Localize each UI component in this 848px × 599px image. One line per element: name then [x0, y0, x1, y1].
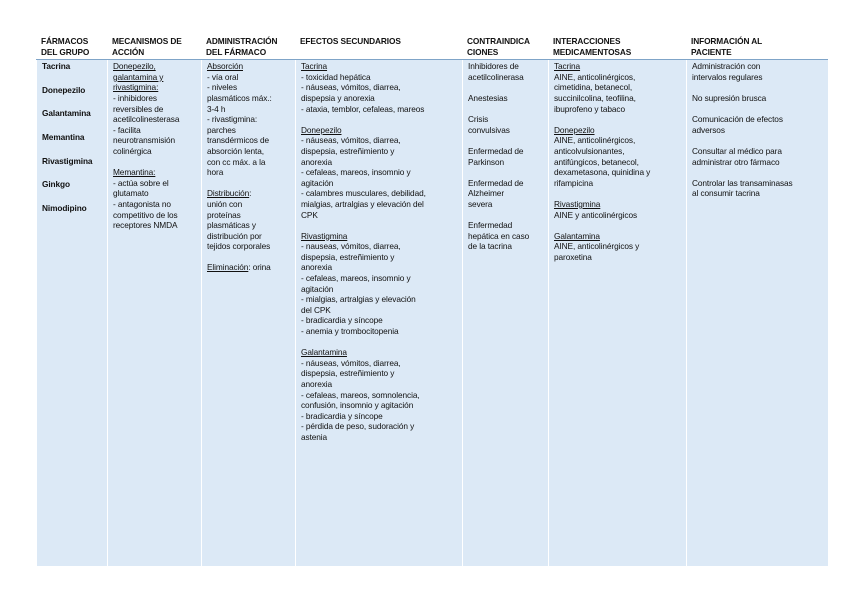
text-line: - ataxia, temblor, cefaleas, mareos: [301, 103, 425, 114]
text-line: - rivastigmina:: [207, 114, 258, 125]
text-line: plasmáticas y: [207, 220, 256, 231]
text-line: Administración con: [692, 61, 761, 72]
text-line: hepática en caso: [468, 230, 530, 241]
text-line: - vía oral: [207, 71, 239, 82]
text-line: anorexia: [301, 262, 333, 273]
text-line: anorexia: [301, 379, 333, 389]
text-line: - actúa sobre el: [113, 177, 169, 188]
text-line: - cefaleas, mareos, insomnio y: [301, 273, 411, 284]
cell-administracion: [201, 60, 295, 566]
section-title: Donepezilo: [301, 124, 342, 135]
text-line: tejidos corporales: [207, 241, 271, 252]
header-line: ACCIÓN: [112, 46, 145, 57]
text-line: Inhibidores de: [468, 61, 519, 72]
header-interacciones: [548, 36, 686, 60]
text-line: Anestesias: [468, 92, 508, 103]
text-line: AINE y anticolinérgicos: [554, 209, 638, 220]
drug-name: Memantina: [42, 131, 85, 142]
text-line: - náuseas, vómitos, diarrea,: [301, 357, 401, 368]
text-line: unión con: [207, 198, 243, 209]
text-line: acetilcolinesterasa: [113, 114, 180, 125]
section-title: Rivastigmina: [301, 230, 348, 241]
text-line: agitación: [301, 283, 334, 294]
drug-name: Galantamina: [42, 108, 91, 119]
section-title: Eliminación: [207, 262, 249, 273]
section-title: Absorción: [207, 61, 243, 72]
drug-table: [36, 36, 828, 566]
cell-interacciones: [548, 60, 686, 566]
header-line: PACIENTE: [691, 46, 732, 57]
text-line: Enfermedad de: [468, 145, 524, 156]
text-line: dispepsia y anorexia: [301, 92, 375, 103]
text-line: AINE, anticolinérgicos y: [554, 241, 640, 252]
drug-name: Nimodipino: [42, 202, 87, 213]
text-line: 3-4 h: [207, 103, 226, 114]
text-line: - inhibidores: [113, 92, 157, 103]
text-line: anorexia: [301, 156, 333, 167]
text-line: Consultar al médico para: [692, 145, 782, 156]
text-line: CPK: [301, 209, 318, 220]
header-line: DEL GRUPO: [41, 46, 90, 57]
header-line: CIONES: [467, 46, 499, 57]
text-line: - facilita: [113, 124, 141, 135]
text-line: - anemia y trombocitopenia: [301, 326, 399, 337]
header-line: DEL FÁRMACO: [206, 46, 267, 57]
drug-name: Donepezilo: [42, 84, 86, 95]
text-line: cimetidina, betanecol,: [554, 82, 633, 93]
title-suffix: : orina: [248, 262, 271, 273]
text-line: transdérmicos de: [207, 135, 270, 146]
text-line: mialgias, artralgias y elevación del: [301, 198, 424, 209]
text-line: reversibles de: [113, 103, 164, 114]
header-line: EFECTOS SECUNDARIOS: [300, 36, 401, 46]
cell-mecanismos: [107, 60, 201, 566]
section-title: Distribución: [207, 188, 250, 199]
text-line: AINE, anticolinérgicos,: [554, 135, 636, 146]
text-line: - antagonista no: [113, 198, 171, 209]
text-line: parches: [207, 124, 236, 135]
text-line: - náuseas, vómitos, diarrea,: [301, 135, 401, 146]
text-line: - cefaleas, mareos, insomnio y: [301, 167, 411, 178]
cell-farmacos: [36, 60, 107, 566]
distribucion-heading: [207, 188, 292, 199]
text-line: - bradicardia y síncope: [301, 410, 383, 421]
header-line: MEDICAMENTOSAS: [553, 46, 632, 57]
header-informacion: [686, 36, 828, 60]
text-line: rifampicina: [554, 177, 594, 188]
text-line: astenia: [301, 431, 328, 442]
text-line: dispepsia, estreñimiento y: [301, 145, 395, 156]
header-administracion: [201, 36, 295, 60]
text-line: Enfermedad: [468, 220, 513, 231]
text-line: distribución por: [207, 230, 262, 241]
text-line: proteínas: [207, 209, 241, 220]
header-contraindicaciones: [462, 36, 548, 60]
header-line: FÁRMACOS: [41, 36, 89, 46]
header-line: INFORMACIÓN AL: [691, 36, 763, 46]
text-line: - niveles: [207, 82, 237, 93]
text-line: dispepsia, estreñimiento y: [301, 368, 395, 379]
header-line: MECANISMOS DE: [112, 36, 182, 46]
section-title: Tacrina: [301, 61, 328, 72]
text-line: convulsivas: [468, 124, 510, 135]
header-mecanismos: [107, 36, 201, 60]
text-line: administrar otro fármaco: [692, 156, 780, 167]
section-title: Donepezilo: [554, 124, 595, 135]
text-line: Parkinson: [468, 156, 504, 167]
text-line: No supresión brusca: [692, 92, 767, 103]
text-line: absorción lenta,: [207, 145, 264, 156]
text-line: antifúngicos, betanecol,: [554, 156, 639, 167]
cell-efectos: [295, 60, 462, 566]
section-title: Galantamina: [301, 347, 347, 358]
text-line: - toxicidad hepática: [301, 71, 371, 82]
text-line: AINE, anticolinérgicos,: [554, 71, 636, 82]
text-line: del CPK: [301, 304, 331, 315]
section-title: Rivastigmina: [554, 198, 601, 209]
text-line: - pérdida de peso, sudoración y: [301, 421, 415, 432]
text-line: agitación: [301, 177, 334, 188]
text-line: dexametasona, quinidina y: [554, 167, 651, 178]
text-line: con cc máx. a la: [207, 156, 266, 167]
text-line: intervalos regulares: [692, 71, 763, 82]
text-line: competitivo de los: [113, 209, 178, 220]
text-line: Enfermedad de: [468, 177, 524, 188]
text-line: plasmáticos máx.:: [207, 92, 272, 103]
text-line: Controlar las transaminasas: [692, 177, 793, 188]
text-line: - nauseas, vómitos, diarrea,: [301, 241, 401, 252]
text-line: hora: [207, 167, 224, 178]
text-line: - bradicardia y síncope: [301, 315, 383, 326]
title-suffix: :: [249, 188, 252, 199]
cell-informacion: [686, 60, 828, 566]
section-title: Memantina:: [113, 167, 156, 178]
drug-name: Rivastigmina: [42, 155, 93, 166]
text-line: paroxetina: [554, 251, 592, 262]
text-line: de la tacrina: [468, 241, 512, 252]
text-line: succinilcolina, teofilina,: [554, 92, 636, 103]
header-farmacos: [36, 36, 107, 60]
header-line: CONTRAINDICA: [467, 36, 530, 46]
drug-name: Ginkgo: [42, 179, 70, 190]
text-line: receptores NMDA: [113, 220, 178, 231]
text-line: glutamato: [113, 188, 149, 199]
section-title: Galantamina: [554, 230, 600, 241]
eliminacion-heading: [207, 262, 292, 273]
text-line: - cefaleas, mareos, somnolencia,: [301, 389, 420, 400]
header-line: ADMINISTRACIÓN: [206, 36, 278, 46]
text-line: neurotransmisión: [113, 135, 176, 146]
text-line: ibuprofeno y tabaco: [554, 103, 625, 114]
text-line: Crisis: [468, 114, 489, 125]
header-efectos: [295, 36, 462, 60]
header-line: INTERACCIONES: [553, 36, 621, 46]
section-title: Tacrina: [554, 61, 581, 72]
text-line: Comunicación de efectos: [692, 114, 783, 125]
section-title: galantamina y: [113, 71, 164, 82]
section-title: rivastigmina:: [113, 82, 159, 93]
text-line: - náuseas, vómitos, diarrea,: [301, 82, 401, 93]
text-line: adversos: [692, 124, 725, 135]
text-line: - calambres musculares, debilidad,: [301, 188, 426, 199]
text-line: Alzheimer: [468, 188, 504, 199]
text-line: confusión, insomnio y agitación: [301, 400, 414, 411]
drug-name: Tacrina: [42, 61, 71, 72]
cell-contraindicaciones: [462, 60, 548, 566]
text-line: anticolvulsionantes,: [554, 145, 625, 156]
text-line: al consumir tacrina: [692, 188, 760, 199]
text-line: severa: [468, 198, 493, 209]
section-title: Donepezilo,: [113, 61, 156, 72]
text-line: dispepsia, estreñimiento y: [301, 251, 395, 262]
text-line: acetilcolinerasa: [468, 71, 524, 82]
text-line: colinérgica: [113, 145, 152, 156]
text-line: - mialgias, artralgias y elevación: [301, 294, 416, 305]
